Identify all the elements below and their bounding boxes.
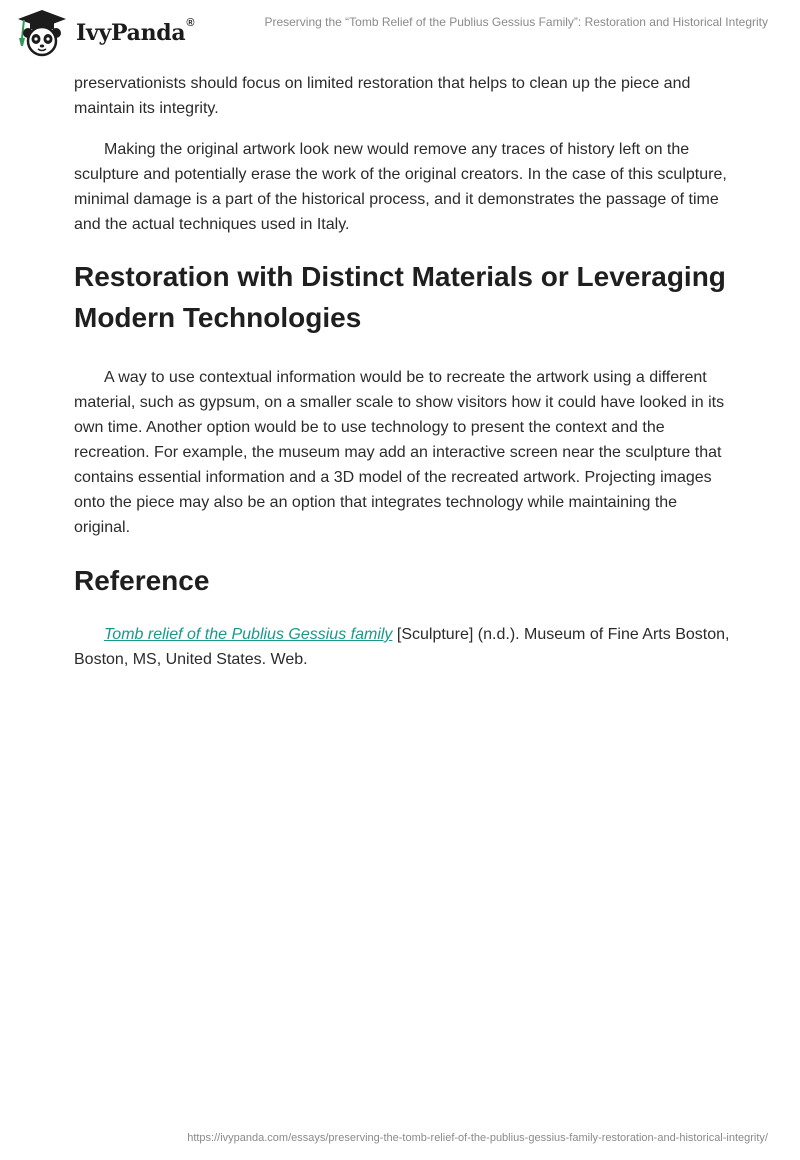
paragraph-1: preservationists should focus on limited restoration that helps to clean up the piece and maintain its integrity. bbox=[74, 75, 691, 117]
reference-details: [Sculpture] (n.d.). Museum of Fine Arts Boston, Boston, MS, United States. Web. bbox=[74, 626, 730, 668]
document-title: Preserving the “Tomb Relief of the Publius Gessius Family”: Restoration and Historical Integrity bbox=[264, 15, 768, 29]
ivypanda-logo[interactable] bbox=[14, 8, 214, 58]
reference-link[interactable]: Tomb relief of the Publius Gessius family bbox=[104, 626, 393, 643]
section-heading-reference: Reference bbox=[74, 565, 210, 596]
paragraph-3: A way to use contextual information would be to recreate the artwork using a different material, such as gypsum, on a smaller scale to show visitors how it could have looked in its own time. Another option would be to use technology to present the context and the recreation. For example, the museum may add an interactive screen near the sculpture that contains essential information and a 3D model of the recreated artwork. Projecting images onto the piece may also be an option that integrates technology while maintaining the original. bbox=[74, 369, 725, 536]
footer-url: https://ivypanda.com/essays/preserving-the-tomb-relief-of-the-publius-gessius-family-restoration-and-historical-integrity/ bbox=[187, 1132, 768, 1144]
brand-name-text: IvyPanda bbox=[76, 20, 186, 46]
reference-entry bbox=[74, 622, 734, 672]
panda-graduate-logo-icon bbox=[14, 8, 70, 58]
registered-mark: ® bbox=[186, 17, 195, 29]
section-heading-restoration: Restoration with Distinct Materials or Leveraging Modern Technologies bbox=[74, 261, 726, 333]
essay-content bbox=[74, 71, 734, 688]
paragraph-2: Making the original artwork look new would remove any traces of history left on the sculpture and potentially erase the work of the original creators. In the case of this sculpture, minimal damage is a part of the historical process, and it demonstrates the passage of time and the actual techniques used in Italy. bbox=[74, 141, 727, 233]
page-header bbox=[0, 0, 800, 62]
brand-name bbox=[76, 17, 195, 46]
